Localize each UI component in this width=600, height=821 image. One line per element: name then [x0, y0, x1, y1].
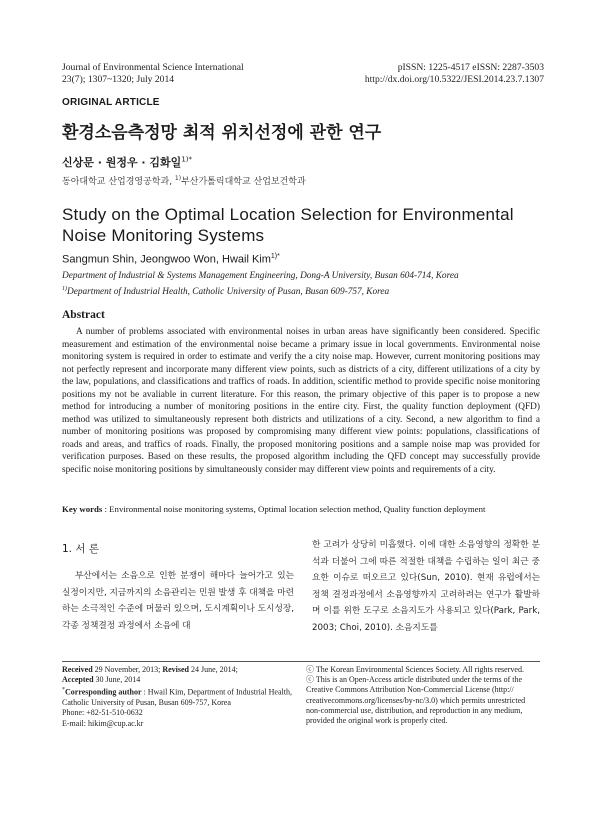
copyright-notice: ⓒ The Korean Environmental Sciences Society. All rights reserved. [306, 665, 524, 674]
journal-name: Journal of Environmental Science International [62, 62, 244, 73]
english-author-names: Sangmun Shin, Jeongwoo Won, Hwail Kim [62, 253, 271, 266]
corresponding-text: : Hwail Kim, Department of Industrial Health, Catholic University of Pusan, Busan 609-757, Korea [62, 688, 292, 708]
publication-ids [284, 62, 544, 86]
license-notice: ⓒ This is an Open-Access article distributed under the terms of the Creative Commons Attribution Non-Commercial License (http:// creativecommons.org/licenses/by-nc/3.0) which permits unrestricted non-commercial use, distribution, and reproduction in any medium, provided the original work is properly cited. [306, 675, 526, 726]
journal-volume: 23(7); 1307~1320; July 2014 [62, 74, 175, 85]
abstract-text: A number of problems associated with environmental noises in urban areas have significantly been considered. Specific measurement and estimation of the environmental noise became a primary issue in local governments. Environmental noise monitoring system is required in order to estimate and verify the a city noise map. However, current monitoring positions may not perfectly represent and incorporate many different view points, such as districts of a city, different utilizations of a city by the law, populations, and classifications and traffics of roads. In addition, scientific method to provide specific noise monitoring positions my not be avaliable in current literature. For this reason, the primary objective of this paper is to propose a new method for introducing a number of monitoring positions in the entire city. First, the quality function deployment (QFD) method was utilized to simultaneously represent both districts and utilizations of a city. Second, a new algorithm to find a number of monitoring positions was proposed by compromising many different view points: populations, classifications of roads and areas, and traffics of roads. Finally, the proposed monitoring positions and a sample noise map was provided for verification purposes. Based on these results, the proposed algorithm including the QFD concept may successfully provide specific noise monitoring positions by simultaneously consider may different view points and requirements of a city. [62, 327, 540, 476]
korean-author-sup: 1)* [181, 155, 192, 164]
korean-affil-2: 부산가톨릭대학교 산업보건학과 [181, 177, 306, 187]
intro-left-column: 부산에서는 소음으로 인한 분쟁이 해마다 늘어가고 있는 실정이지만, 지금까지의 소음관리는 민원 발생 후 대책을 마련하는 소극적인 수준에 머물러 있으며, 도시계획이나 도시성장, 각종 정책결정 과정에서 소음에 대 [62, 571, 294, 631]
revised-label: Revised [162, 665, 189, 674]
copyright-license [306, 665, 540, 726]
corresponding-star: * [62, 687, 65, 694]
abstract-heading: Abstract [62, 309, 105, 321]
korean-authors [62, 154, 192, 170]
korean-affiliation [62, 174, 306, 187]
phone: Phone: +82-51-510-0632 [62, 708, 143, 718]
journal-info [62, 62, 322, 86]
english-authors [62, 253, 280, 266]
accepted-date: 30 June, 2014 [93, 675, 141, 685]
received-label: Received [62, 665, 93, 674]
corresponding-author [62, 685, 292, 708]
keywords-text: : Environmental noise monitoring systems, Optimal location selection method, Quality function deployment [102, 504, 486, 514]
received-revised-line [62, 665, 292, 675]
footer-divider [62, 661, 540, 662]
korean-title: 환경소음측정망 최적 위치선정에 관한 연구 [62, 123, 382, 143]
intro-right-column: 한 고려가 상당히 미흡했다. 이에 대한 소음영향의 정확한 분석과 더불어 그에 따른 적절한 대책을 수립하는 일이 최근 중요한 이슈로 떠오르고 있다(Sun, 2010). 현재 유럽에서는 정책 결정과정에서 소음영향까지 고려하려는 연구가 활발하며 이를 위한 도구로 소음지도가 사용되고 있다(Park, Park, 2003; Choi, 2010). 소음지도를 [312, 540, 540, 633]
article-history [62, 665, 292, 729]
doi-link[interactable]: http://dx.doi.org/10.5322/JESI.2014.23.7.1307 [364, 74, 544, 85]
issn: pISSN: 1225-4517 eISSN: 2287-3503 [397, 62, 544, 73]
section-heading-introduction: 1. 서 론 [62, 543, 99, 555]
revised-date: 24 June, 2014; [189, 665, 238, 674]
corresponding-label: Corresponding author [65, 688, 142, 698]
english-title: Study on the Optimal Location Selection for Environmental Noise Monitoring Systems [62, 205, 514, 245]
english-affiliations [62, 270, 542, 298]
accepted-line [62, 675, 292, 685]
email[interactable]: E-mail: hikim@cup.ac.kr [62, 718, 144, 728]
keywords [62, 504, 540, 514]
english-author-sup: 1)* [270, 253, 280, 260]
english-affil-2-wrap [62, 283, 542, 299]
accepted-label: Accepted [62, 675, 94, 685]
english-affil-2: Department of Industrial Health, Catholic University of Pusan, Busan 609-757, Korea [67, 286, 390, 297]
english-affil-2-sup: 1) [62, 285, 67, 292]
keywords-label: Key words [62, 504, 103, 514]
korean-author-names: 신상문 · 원정우 · 김화일 [62, 156, 182, 169]
korean-affil-sup: 1) [174, 175, 182, 182]
article-type: ORIGINAL ARTICLE [62, 97, 160, 108]
received-date: 29 November, 2013; [92, 665, 163, 674]
korean-affil-1: 동아대학교 산업경영공학과, [62, 177, 175, 187]
english-affil-1: Department of Industrial & Systems Management Engineering, Dong-A University, Busan 604-714, Korea [62, 271, 459, 281]
